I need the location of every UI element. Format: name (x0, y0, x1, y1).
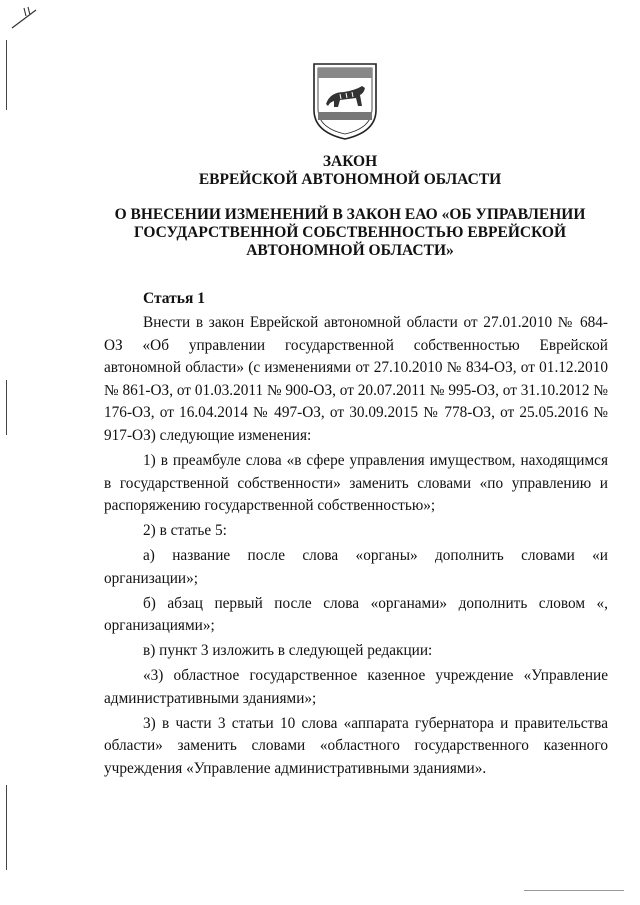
law-title-line: АВТОНОМНОЙ ОБЛАСТИ» (246, 242, 454, 259)
coat-of-arms-emblem (310, 60, 380, 142)
law-title-line: ГОСУДАРСТВЕННОЙ СОБСТВЕННОСТЬЮ ЕВРЕЙСКОЙ (133, 224, 567, 241)
paragraph: а) название после слова «органы» дополнить словами «и организации»; (104, 547, 608, 587)
paragraph: 2) в статье 5: (143, 522, 227, 540)
scan-margin-line (6, 40, 7, 110)
law-title (80, 206, 620, 260)
scan-bottom-line (524, 890, 624, 891)
paragraph: в) пункт 3 изложить в следующей редакции: (143, 642, 433, 660)
law-heading (80, 153, 620, 189)
paragraph: «3) областное государственное казенное учреждение «Управление административными зданиями»; (104, 667, 608, 707)
paragraph: б) абзац первый после слова «органами» дополнить словом «, организациями»; (104, 594, 608, 635)
paragraph: 1) в преамбуле слова «в сфере управления имуществом, находящимся в государственной собственности» заменить словами «по управлению и распоряжению государственной собственностью»; (104, 451, 608, 515)
law-heading-line: ЕВРЕЙСКОЙ АВТОНОМНОЙ ОБЛАСТИ (198, 171, 502, 188)
scan-margin-line (6, 380, 7, 435)
article-heading: Статья 1 (143, 290, 205, 307)
scan-margin-line (6, 785, 7, 870)
law-heading-line: ЗАКОН (322, 153, 378, 170)
paragraph: Внести в закон Еврейской автономной области от 27.01.2010 № 684-ОЗ «Об управлении государственной собственностью Еврейской автономной области» (с изменениями от 27.10.2010 № 834-ОЗ, от 01.12.2010 № 861-ОЗ, от 01.03.2011 № 900-ОЗ, от 20.07.2011 № 995-ОЗ, от 31.10.2012 № 176-ОЗ, от 16.04.2014 № 497-ОЗ, от 30.09.2015 № 778-ОЗ, от 25.05.2016 № 917-ОЗ) следующие изменения: (104, 314, 608, 444)
article-body (104, 312, 608, 783)
handwritten-mark (10, 4, 40, 32)
paragraph: 3) в части 3 статьи 10 слова «аппарата губернатора и правительства области» заменить словами «областного государственного казенного учреждения «Управление административными зданиями». (104, 714, 608, 778)
law-title-line: О ВНЕСЕНИИ ИЗМЕНЕНИЙ В ЗАКОН ЕАО «ОБ УПРАВЛЕНИИ (114, 206, 586, 223)
